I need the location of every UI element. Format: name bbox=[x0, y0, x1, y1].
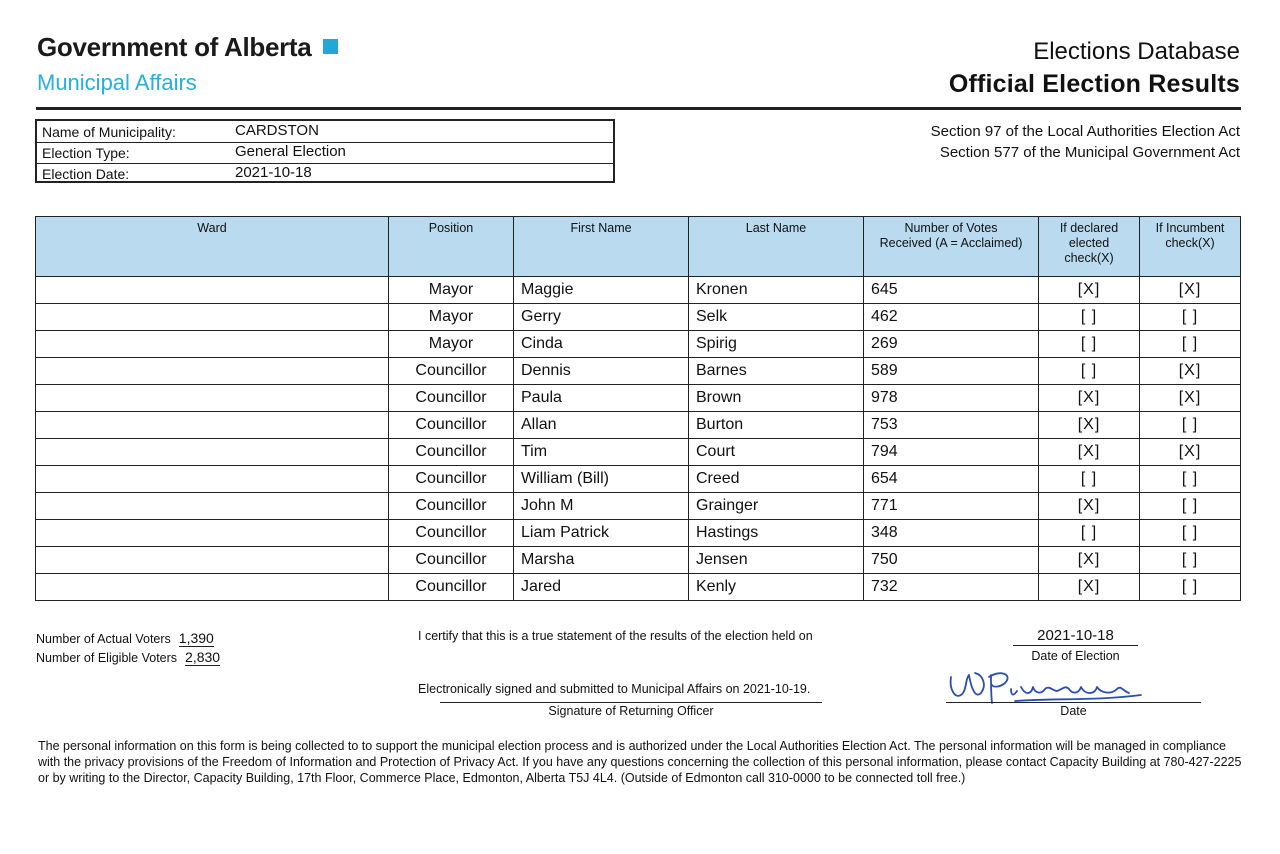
cell-incumbent: [ ] bbox=[1140, 493, 1241, 520]
col-header-first-name: First Name bbox=[514, 217, 689, 277]
cell-first-name: Cinda bbox=[514, 331, 689, 358]
municipality-value: CARDSTON bbox=[235, 122, 319, 139]
cell-declared: [X] bbox=[1039, 574, 1140, 601]
cell-declared: [X] bbox=[1039, 385, 1140, 412]
electronic-signature-note: Electronically signed and submitted to Municipal Affairs on 2021-10-19. bbox=[418, 682, 811, 696]
cell-declared: [ ] bbox=[1039, 520, 1140, 547]
cell-declared: [X] bbox=[1039, 493, 1140, 520]
cell-last-name: Kenly bbox=[689, 574, 864, 601]
cell-position: Mayor bbox=[389, 277, 514, 304]
table-header-row bbox=[36, 217, 1241, 277]
col-header-votes-line2: Received (A = Acclaimed) bbox=[879, 236, 1023, 250]
cell-declared: [ ] bbox=[1039, 358, 1140, 385]
cell-last-name: Hastings bbox=[689, 520, 864, 547]
cell-last-name: Brown bbox=[689, 385, 864, 412]
cell-first-name: John M bbox=[514, 493, 689, 520]
cell-incumbent: [ ] bbox=[1140, 331, 1241, 358]
cell-position: Councillor bbox=[389, 412, 514, 439]
cell-incumbent: [ ] bbox=[1140, 520, 1241, 547]
cell-first-name: Tim bbox=[514, 439, 689, 466]
cell-position: Councillor bbox=[389, 466, 514, 493]
cell-last-name: Court bbox=[689, 439, 864, 466]
election-date-label: Election Date: bbox=[42, 166, 130, 182]
cell-first-name: Paula bbox=[514, 385, 689, 412]
cell-first-name: Maggie bbox=[514, 277, 689, 304]
col-header-last-name: Last Name bbox=[689, 217, 864, 277]
cell-position: Mayor bbox=[389, 331, 514, 358]
cell-last-name: Kronen bbox=[689, 277, 864, 304]
cell-last-name: Spirig bbox=[689, 331, 864, 358]
org-title-text: Government of Alberta bbox=[37, 32, 312, 62]
actual-voters-label: Number of Actual Voters bbox=[36, 632, 171, 646]
col-header-declared-line3: check(X) bbox=[1064, 251, 1114, 265]
cell-ward bbox=[36, 358, 389, 385]
cell-position: Councillor bbox=[389, 520, 514, 547]
alberta-logo-square-icon bbox=[323, 39, 338, 54]
election-date-certified: 2021-10-18 bbox=[1013, 627, 1138, 646]
cell-last-name: Selk bbox=[689, 304, 864, 331]
cell-incumbent: [X] bbox=[1140, 358, 1241, 385]
cell-incumbent: [X] bbox=[1140, 385, 1241, 412]
col-header-ward: Ward bbox=[36, 217, 389, 277]
cell-ward bbox=[36, 493, 389, 520]
cell-ward bbox=[36, 331, 389, 358]
cell-votes: 732 bbox=[864, 574, 1039, 601]
cell-incumbent: [ ] bbox=[1140, 304, 1241, 331]
header-divider bbox=[36, 107, 1241, 110]
eligible-voters-label: Number of Eligible Voters bbox=[36, 651, 178, 665]
election-type-row bbox=[37, 142, 613, 164]
municipality-row bbox=[37, 121, 613, 143]
cell-first-name: Liam Patrick bbox=[514, 520, 689, 547]
actual-voters-value: 1,390 bbox=[178, 630, 214, 646]
cell-ward bbox=[36, 574, 389, 601]
cell-ward bbox=[36, 520, 389, 547]
election-date-row bbox=[37, 163, 613, 184]
cell-votes: 269 bbox=[864, 331, 1039, 358]
table-row bbox=[36, 466, 1241, 493]
table-row bbox=[36, 358, 1241, 385]
cell-votes: 645 bbox=[864, 277, 1039, 304]
cell-last-name: Grainger bbox=[689, 493, 864, 520]
cell-first-name: Marsha bbox=[514, 547, 689, 574]
election-info-box bbox=[35, 119, 615, 183]
privacy-notice: The personal information on this form is being collected to to support the municipal election process and is authorized under the Local Authorities Election Act. The personal information will be managed in compliance with the privacy provisions of the Freedom of Information and Protection of Privacy Act. If you have any questions concerning the collection of this personal information, please contact Capacity Building at 780-427-2225 or by writing to the Director, Capacity Building, 17th Floor, Commerce Place, Edmonton, Alberta T5J 4L4. (Outside of Edmonton call 310-0000 to be connected toll free.) bbox=[38, 739, 1242, 785]
cell-declared: [X] bbox=[1039, 277, 1140, 304]
cell-position: Councillor bbox=[389, 385, 514, 412]
cell-last-name: Creed bbox=[689, 466, 864, 493]
cell-incumbent: [ ] bbox=[1140, 574, 1241, 601]
election-date-value: 2021-10-18 bbox=[235, 164, 312, 181]
col-header-votes-line1: Number of Votes bbox=[904, 221, 998, 235]
col-header-position: Position bbox=[389, 217, 514, 277]
cell-declared: [ ] bbox=[1039, 331, 1140, 358]
table-row bbox=[36, 493, 1241, 520]
cell-ward bbox=[36, 412, 389, 439]
table-row bbox=[36, 547, 1241, 574]
cell-declared: [ ] bbox=[1039, 466, 1140, 493]
cell-votes: 750 bbox=[864, 547, 1039, 574]
org-title bbox=[37, 32, 338, 63]
col-header-incumbent-line1: If Incumbent bbox=[1155, 221, 1225, 235]
cell-ward bbox=[36, 547, 389, 574]
table-row bbox=[36, 574, 1241, 601]
signature-caption: Signature of Returning Officer bbox=[548, 704, 714, 718]
legislation-line-2: Section 577 of the Municipal Government Act bbox=[939, 144, 1240, 161]
cell-incumbent: [X] bbox=[1140, 277, 1241, 304]
col-header-declared-line2: elected bbox=[1068, 236, 1110, 250]
cell-votes: 753 bbox=[864, 412, 1039, 439]
cell-declared: [X] bbox=[1039, 439, 1140, 466]
document-title: Official Election Results bbox=[948, 70, 1240, 98]
col-header-votes bbox=[864, 217, 1039, 277]
cell-ward bbox=[36, 439, 389, 466]
table-row bbox=[36, 385, 1241, 412]
col-header-incumbent bbox=[1140, 217, 1241, 277]
col-header-declared-line1: If declared bbox=[1059, 221, 1119, 235]
cell-first-name: Jared bbox=[514, 574, 689, 601]
cell-votes: 978 bbox=[864, 385, 1039, 412]
results-table bbox=[35, 216, 1241, 601]
election-date-caption: Date of Election bbox=[1031, 649, 1120, 663]
voter-counts bbox=[36, 630, 220, 668]
cell-last-name: Burton bbox=[689, 412, 864, 439]
table-row bbox=[36, 520, 1241, 547]
database-title: Elections Database bbox=[1033, 38, 1240, 65]
col-header-incumbent-line2: check(X) bbox=[1165, 236, 1215, 250]
cell-first-name: Dennis bbox=[514, 358, 689, 385]
eligible-voters-line bbox=[36, 649, 220, 668]
date-signature-line bbox=[946, 702, 1201, 703]
cell-incumbent: [ ] bbox=[1140, 466, 1241, 493]
org-subtitle: Municipal Affairs bbox=[37, 70, 197, 95]
table-row bbox=[36, 277, 1241, 304]
cell-votes: 462 bbox=[864, 304, 1039, 331]
legislation-line-1: Section 97 of the Local Authorities Election Act bbox=[930, 123, 1240, 140]
cell-votes: 589 bbox=[864, 358, 1039, 385]
cell-position: Councillor bbox=[389, 547, 514, 574]
signature-line bbox=[440, 702, 822, 703]
table-row bbox=[36, 331, 1241, 358]
cell-votes: 771 bbox=[864, 493, 1039, 520]
actual-voters-line bbox=[36, 630, 220, 649]
cell-incumbent: [X] bbox=[1140, 439, 1241, 466]
eligible-voters-value: 2,830 bbox=[185, 649, 221, 665]
cell-position: Councillor bbox=[389, 439, 514, 466]
cell-ward bbox=[36, 466, 389, 493]
cell-incumbent: [ ] bbox=[1140, 547, 1241, 574]
cell-ward bbox=[36, 277, 389, 304]
cell-votes: 348 bbox=[864, 520, 1039, 547]
legislation-references bbox=[931, 121, 1240, 163]
cell-position: Councillor bbox=[389, 574, 514, 601]
election-type-label: Election Type: bbox=[42, 145, 130, 161]
cell-last-name: Barnes bbox=[689, 358, 864, 385]
cell-declared: [X] bbox=[1039, 412, 1140, 439]
certification-statement: I certify that this is a true statement of the results of the election held on bbox=[418, 629, 813, 643]
cell-ward bbox=[36, 385, 389, 412]
cell-first-name: Allan bbox=[514, 412, 689, 439]
cell-first-name: William (Bill) bbox=[514, 466, 689, 493]
cell-last-name: Jensen bbox=[689, 547, 864, 574]
cell-votes: 654 bbox=[864, 466, 1039, 493]
cell-ward bbox=[36, 304, 389, 331]
cell-position: Councillor bbox=[389, 493, 514, 520]
cell-declared: [ ] bbox=[1039, 304, 1140, 331]
cell-first-name: Gerry bbox=[514, 304, 689, 331]
cell-position: Councillor bbox=[389, 358, 514, 385]
date-caption: Date bbox=[1060, 704, 1087, 718]
cell-declared: [X] bbox=[1039, 547, 1140, 574]
cell-position: Mayor bbox=[389, 304, 514, 331]
table-row bbox=[36, 439, 1241, 466]
table-row bbox=[36, 304, 1241, 331]
table-row bbox=[36, 412, 1241, 439]
col-header-declared bbox=[1039, 217, 1140, 277]
cell-votes: 794 bbox=[864, 439, 1039, 466]
cell-incumbent: [ ] bbox=[1140, 412, 1241, 439]
election-type-value: General Election bbox=[235, 143, 346, 160]
municipality-label: Name of Municipality: bbox=[42, 124, 176, 140]
